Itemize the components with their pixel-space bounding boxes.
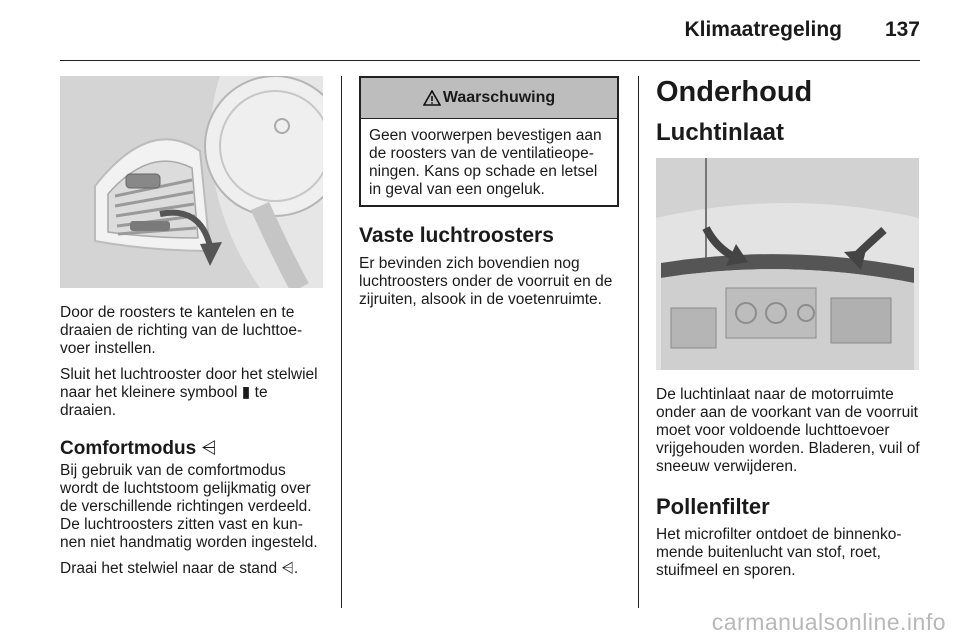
left-column [60,76,325,586]
chapter-title: Klimaatregeling [684,18,842,41]
paragraph-comfort-mode: Bij gebruik van de comfortmodus wordt de luchtstoom gelijkmatig over de verschillende richtingen verdeeld. De luchtroosters zitten vast en kun- nen niet handmatig worden ingesteld. [60,462,318,551]
paragraph-close-vent: Sluit het luchtrooster door het stelwiel naar het kleinere symbool ▮ te draaien. [60,366,318,419]
pollen-filter-heading: Pollenfilter [656,494,770,519]
comfort-mode-icon: ⩤ [201,438,217,459]
comfort-mode-icon: ⩤ [281,560,294,577]
car-air-vent-illustration [60,76,323,288]
small-symbol-icon: ▮ [241,384,251,401]
paragraph-fixed-vents: Er bevinden zich bovendien nog luchtroosters onder de voorruit en de zijruiten, alsook in de voetenruimte. [359,255,613,308]
air-inlet-heading: Luchtinlaat [656,119,785,146]
page-header [60,0,920,61]
paragraph-vent-direction: Door de roosters te kantelen en te draaien de richting van de luchttoe- voer instellen. [60,304,303,357]
warning-text: Geen voorwerpen bevestigen aan de roosters van de ventilatieope- ningen. Kans op schade en letsel in geval van een ongeluk. [369,127,602,198]
watermark: carmanualsonline.info [711,609,946,635]
warning-box [359,76,619,207]
comfort-heading: Comfortmodus ⩤ [60,438,217,459]
page-number: 137 [884,18,920,41]
warning-triangle-icon [423,90,441,106]
fixed-vents-heading: Vaste luchtroosters [359,224,554,247]
warning-header [361,78,617,119]
paragraph-air-inlet: De luchtinlaat naar de motorruimte onder aan de voorkant van de voorruit moet voor voldoende luchttoevoer vrijgehouden worden. Bladeren, vuil of sneeuw verwijderen. [656,386,920,475]
column-divider-left [341,76,342,608]
right-column [656,76,922,588]
paragraph-turn-wheel: Draai het stelwiel naar de stand ⩤. [60,560,299,577]
paragraph-pollen-filter: Het microfilter ontdoet de binnenko- mende buitenlucht van stof, roet, stuifmeel en sporen. [656,526,902,579]
column-divider-right [638,76,639,608]
maintenance-heading: Onderhoud [656,76,813,108]
engine-bay-air-inlet-illustration [656,158,919,370]
warning-title: Waarschuwing [442,89,556,106]
middle-column [359,76,624,317]
